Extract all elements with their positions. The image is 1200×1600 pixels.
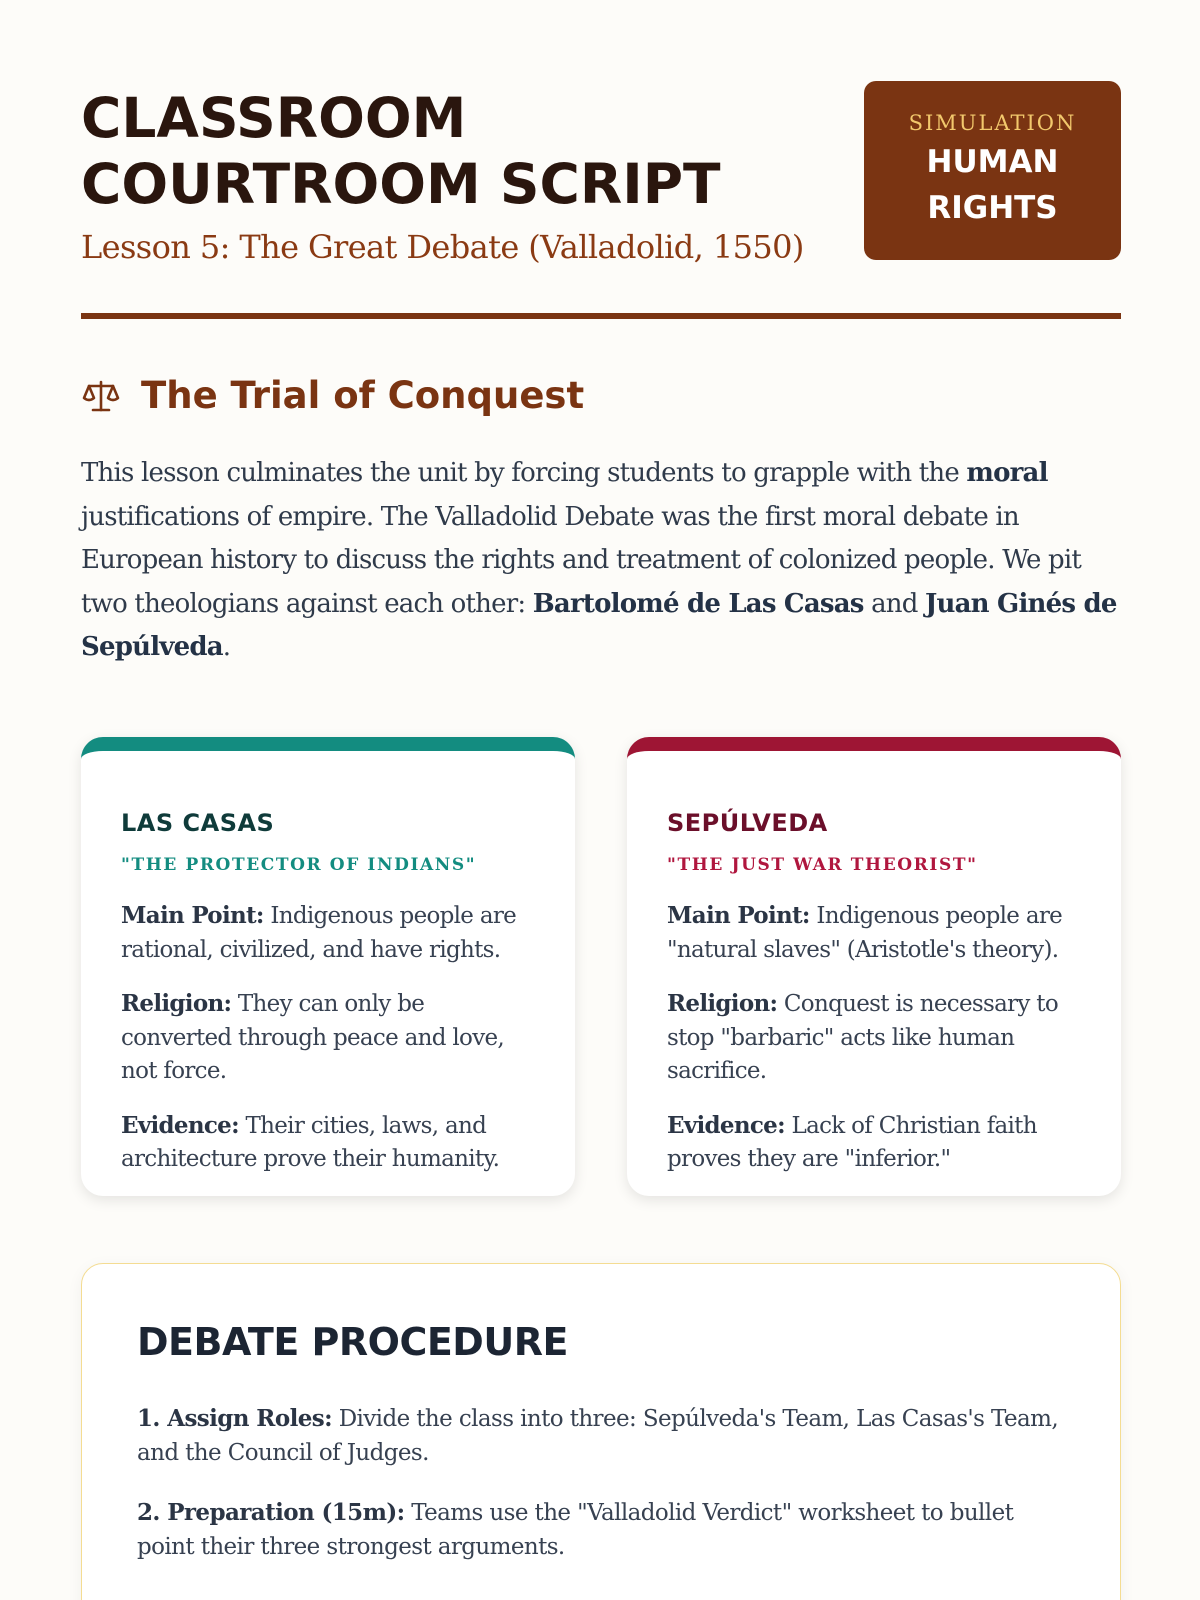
point-text: Indigenous people are "natural slaves" (Aristotle's theory). (667, 903, 1063, 963)
badge-kicker: SIMULATION (908, 111, 1077, 135)
point-label: Religion: (121, 990, 232, 1017)
main-point (121, 899, 539, 967)
point-text: Conquest is necessary to stop "barbaric" acts like human sacrifice. (667, 991, 1058, 1084)
las-casas-card (81, 737, 575, 1196)
point-label: Evidence: (667, 1111, 785, 1139)
point-text: Indigenous people are rational, civilized, and have rights. (121, 903, 517, 963)
procedure-step (137, 1496, 1065, 1564)
card-epithet: "THE JUST WAR THEORIST" (667, 855, 978, 875)
intro-text-1: This lesson culminates the unit by forcing students to grapple with the (81, 458, 967, 488)
religion-point (667, 987, 1085, 1089)
main-point (667, 899, 1085, 967)
intro-emphasis-moral: moral (966, 458, 1048, 488)
intro-paragraph (81, 452, 1121, 670)
badge-main: HUMAN RIGHTS (926, 144, 1059, 226)
evidence-point (121, 1109, 539, 1177)
evidence-point (667, 1109, 1085, 1177)
intro-name-sepulveda: Juan Ginés de Sepúlveda (81, 588, 1117, 662)
page-header (81, 0, 1121, 322)
point-label: Main Point: (121, 902, 264, 929)
debate-procedure-box (81, 1263, 1121, 1600)
title-line-2: COURTROOM SCRIPT (81, 152, 721, 216)
step-text: Divide the class into three: Sepúlveda's Team, Las Casas's Team, and the Council of Judges. (137, 1406, 1059, 1466)
step-label: 1. Assign Roles: (137, 1405, 332, 1432)
point-label: Religion: (667, 990, 778, 1017)
section-title: The Trial of Conquest (141, 374, 585, 417)
page-title (81, 85, 721, 217)
point-label: Main Point: (667, 902, 810, 929)
procedure-title: DEBATE PROCEDURE (137, 1320, 568, 1364)
intro-text-3: and (863, 588, 926, 619)
point-text: Lack of Christian faith proves they are "inferior." (667, 1112, 1037, 1172)
scale-icon (81, 376, 121, 416)
lesson-page (81, 0, 1121, 1560)
header-divider (81, 313, 1121, 319)
point-text: They can only be converted through peace and love, not force. (121, 991, 505, 1084)
sepulveda-card (627, 737, 1121, 1196)
intro-text-2: justifications of empire. The Valladolid Debate was the first moral debate in European history to discuss the rights and treatment of colonized people. We pit two theologians against each other: (81, 501, 1082, 619)
intro-name-las-casas: Bartolomé de Las Casas (532, 588, 864, 619)
lesson-subtitle: Lesson 5: The Great Debate (Valladolid, 1550) (81, 228, 804, 266)
intro-text-4: . (222, 632, 231, 662)
card-name: SEPÚLVEDA (667, 809, 828, 837)
point-text: Their cities, laws, and architecture prove their humanity. (121, 1112, 500, 1172)
card-epithet: "THE PROTECTOR OF INDIANS" (121, 855, 477, 875)
simulation-badge (864, 81, 1121, 260)
card-name: LAS CASAS (121, 809, 275, 837)
step-label: 2. Preparation (15m): (137, 1499, 405, 1526)
step-text: Teams use the "Valladolid Verdict" worksheet to bullet point their three strongest arguments. (137, 1500, 1014, 1560)
title-line-1: CLASSROOM (81, 86, 467, 150)
section-heading (81, 374, 584, 417)
point-label: Evidence: (121, 1111, 239, 1139)
religion-point (121, 987, 539, 1089)
procedure-step (137, 1402, 1065, 1470)
